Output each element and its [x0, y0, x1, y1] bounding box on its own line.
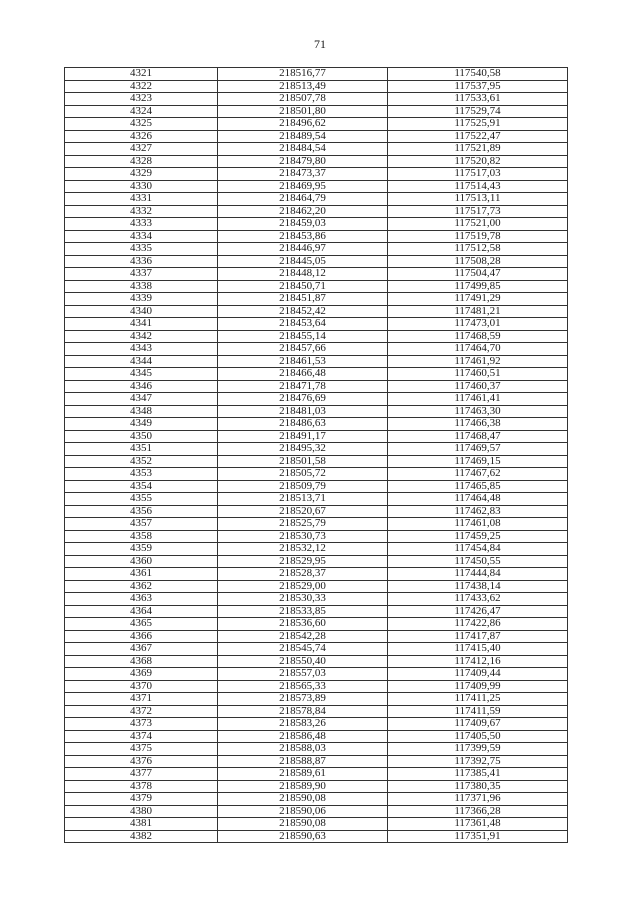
table-row: [65, 818, 568, 831]
table-row: [65, 693, 568, 706]
point-number-cell: 4380: [65, 805, 218, 818]
y-coordinate-cell: 117422,86: [388, 618, 568, 631]
y-coordinate-cell: 117540,58: [388, 68, 568, 81]
x-coordinate-cell: 218484,54: [218, 143, 388, 156]
table-row: [65, 680, 568, 693]
x-coordinate-cell: 218476,69: [218, 393, 388, 406]
y-coordinate-cell: 117473,01: [388, 318, 568, 331]
table-row: [65, 330, 568, 343]
x-coordinate-cell: 218533,85: [218, 605, 388, 618]
y-coordinate-cell: 117450,55: [388, 555, 568, 568]
point-number-cell: 4354: [65, 480, 218, 493]
point-number-cell: 4346: [65, 380, 218, 393]
x-coordinate-cell: 218448,12: [218, 268, 388, 281]
table-row: [65, 518, 568, 531]
y-coordinate-cell: 117461,41: [388, 393, 568, 406]
y-coordinate-cell: 117512,58: [388, 243, 568, 256]
x-coordinate-cell: 218530,73: [218, 530, 388, 543]
point-number-cell: 4324: [65, 105, 218, 118]
y-coordinate-cell: 117521,00: [388, 218, 568, 231]
x-coordinate-cell: 218565,33: [218, 680, 388, 693]
table-row: [65, 305, 568, 318]
y-coordinate-cell: 117468,59: [388, 330, 568, 343]
point-number-cell: 4341: [65, 318, 218, 331]
point-number-cell: 4367: [65, 643, 218, 656]
table-row: [65, 630, 568, 643]
x-coordinate-cell: 218464,79: [218, 193, 388, 206]
x-coordinate-cell: 218520,67: [218, 505, 388, 518]
x-coordinate-cell: 218589,90: [218, 780, 388, 793]
x-coordinate-cell: 218446,97: [218, 243, 388, 256]
point-number-cell: 4325: [65, 118, 218, 131]
coordinates-table: [64, 67, 568, 843]
page-number: 71: [314, 37, 326, 51]
y-coordinate-cell: 117513,11: [388, 193, 568, 206]
point-number-cell: 4349: [65, 418, 218, 431]
table-row: [65, 318, 568, 331]
table-row: [65, 293, 568, 306]
y-coordinate-cell: 117460,51: [388, 368, 568, 381]
x-coordinate-cell: 218557,03: [218, 668, 388, 681]
y-coordinate-cell: 117411,59: [388, 705, 568, 718]
y-coordinate-cell: 117412,16: [388, 655, 568, 668]
x-coordinate-cell: 218590,06: [218, 805, 388, 818]
point-number-cell: 4328: [65, 155, 218, 168]
x-coordinate-cell: 218542,28: [218, 630, 388, 643]
x-coordinate-cell: 218573,89: [218, 693, 388, 706]
table-row: [65, 105, 568, 118]
table-row: [65, 643, 568, 656]
x-coordinate-cell: 218479,80: [218, 155, 388, 168]
table-row: [65, 805, 568, 818]
point-number-cell: 4379: [65, 793, 218, 806]
y-coordinate-cell: 117468,47: [388, 430, 568, 443]
y-coordinate-cell: 117491,29: [388, 293, 568, 306]
point-number-cell: 4361: [65, 568, 218, 581]
table-row: [65, 205, 568, 218]
table-row: [65, 568, 568, 581]
x-coordinate-cell: 218588,03: [218, 743, 388, 756]
x-coordinate-cell: 218509,79: [218, 480, 388, 493]
x-coordinate-cell: 218588,87: [218, 755, 388, 768]
x-coordinate-cell: 218501,80: [218, 105, 388, 118]
x-coordinate-cell: 218516,77: [218, 68, 388, 81]
y-coordinate-cell: 117463,30: [388, 405, 568, 418]
x-coordinate-cell: 218532,12: [218, 543, 388, 556]
point-number-cell: 4366: [65, 630, 218, 643]
table-row: [65, 68, 568, 81]
point-number-cell: 4343: [65, 343, 218, 356]
y-coordinate-cell: 117469,15: [388, 455, 568, 468]
x-coordinate-cell: 218513,71: [218, 493, 388, 506]
x-coordinate-cell: 218455,14: [218, 330, 388, 343]
table-row: [65, 155, 568, 168]
table-row: [65, 268, 568, 281]
table-row: [65, 793, 568, 806]
y-coordinate-cell: 117520,82: [388, 155, 568, 168]
y-coordinate-cell: 117464,48: [388, 493, 568, 506]
table-row: [65, 530, 568, 543]
y-coordinate-cell: 117444,84: [388, 568, 568, 581]
y-coordinate-cell: 117499,85: [388, 280, 568, 293]
point-number-cell: 4382: [65, 830, 218, 843]
x-coordinate-cell: 218453,64: [218, 318, 388, 331]
y-coordinate-cell: 117415,40: [388, 643, 568, 656]
y-coordinate-cell: 117504,47: [388, 268, 568, 281]
table-row: [65, 830, 568, 843]
table-body: [65, 68, 568, 843]
x-coordinate-cell: 218481,03: [218, 405, 388, 418]
table-row: [65, 618, 568, 631]
table-row: [65, 418, 568, 431]
x-coordinate-cell: 218586,48: [218, 730, 388, 743]
table-row: [65, 130, 568, 143]
point-number-cell: 4323: [65, 93, 218, 106]
x-coordinate-cell: 218501,58: [218, 455, 388, 468]
table-row: [65, 118, 568, 131]
y-coordinate-cell: 117380,35: [388, 780, 568, 793]
x-coordinate-cell: 218590,08: [218, 818, 388, 831]
point-number-cell: 4381: [65, 818, 218, 831]
y-coordinate-cell: 117514,43: [388, 180, 568, 193]
table-row: [65, 355, 568, 368]
x-coordinate-cell: 218578,84: [218, 705, 388, 718]
table-row: [65, 93, 568, 106]
x-coordinate-cell: 218469,95: [218, 180, 388, 193]
point-number-cell: 4331: [65, 193, 218, 206]
table-row: [65, 343, 568, 356]
point-number-cell: 4329: [65, 168, 218, 181]
y-coordinate-cell: 117465,85: [388, 480, 568, 493]
point-number-cell: 4352: [65, 455, 218, 468]
x-coordinate-cell: 218471,78: [218, 380, 388, 393]
y-coordinate-cell: 117438,14: [388, 580, 568, 593]
table-row: [65, 393, 568, 406]
x-coordinate-cell: 218462,20: [218, 205, 388, 218]
point-number-cell: 4337: [65, 268, 218, 281]
table-row: [65, 443, 568, 456]
table-row: [65, 455, 568, 468]
point-number-cell: 4338: [65, 280, 218, 293]
y-coordinate-cell: 117433,62: [388, 593, 568, 606]
point-number-cell: 4378: [65, 780, 218, 793]
table-row: [65, 468, 568, 481]
point-number-cell: 4374: [65, 730, 218, 743]
point-number-cell: 4371: [65, 693, 218, 706]
point-number-cell: 4332: [65, 205, 218, 218]
point-number-cell: 4370: [65, 680, 218, 693]
x-coordinate-cell: 218550,40: [218, 655, 388, 668]
point-number-cell: 4364: [65, 605, 218, 618]
point-number-cell: 4355: [65, 493, 218, 506]
point-number-cell: 4372: [65, 705, 218, 718]
x-coordinate-cell: 218513,49: [218, 80, 388, 93]
x-coordinate-cell: 218473,37: [218, 168, 388, 181]
y-coordinate-cell: 117461,08: [388, 518, 568, 531]
table-row: [65, 193, 568, 206]
point-number-cell: 4339: [65, 293, 218, 306]
y-coordinate-cell: 117361,48: [388, 818, 568, 831]
x-coordinate-cell: 218459,03: [218, 218, 388, 231]
table-row: [65, 180, 568, 193]
y-coordinate-cell: 117409,67: [388, 718, 568, 731]
x-coordinate-cell: 218489,54: [218, 130, 388, 143]
x-coordinate-cell: 218525,79: [218, 518, 388, 531]
x-coordinate-cell: 218589,61: [218, 768, 388, 781]
y-coordinate-cell: 117411,25: [388, 693, 568, 706]
table-row: [65, 705, 568, 718]
y-coordinate-cell: 117399,59: [388, 743, 568, 756]
table-row: [65, 480, 568, 493]
x-coordinate-cell: 218528,37: [218, 568, 388, 581]
point-number-cell: 4340: [65, 305, 218, 318]
point-number-cell: 4344: [65, 355, 218, 368]
table-row: [65, 668, 568, 681]
y-coordinate-cell: 117508,28: [388, 255, 568, 268]
point-number-cell: 4322: [65, 80, 218, 93]
x-coordinate-cell: 218457,66: [218, 343, 388, 356]
x-coordinate-cell: 218451,87: [218, 293, 388, 306]
y-coordinate-cell: 117519,78: [388, 230, 568, 243]
y-coordinate-cell: 117426,47: [388, 605, 568, 618]
point-number-cell: 4348: [65, 405, 218, 418]
x-coordinate-cell: 218461,53: [218, 355, 388, 368]
table-row: [65, 730, 568, 743]
x-coordinate-cell: 218545,74: [218, 643, 388, 656]
y-coordinate-cell: 117522,47: [388, 130, 568, 143]
x-coordinate-cell: 218453,86: [218, 230, 388, 243]
table-row: [65, 230, 568, 243]
point-number-cell: 4335: [65, 243, 218, 256]
table-row: [65, 580, 568, 593]
y-coordinate-cell: 117460,37: [388, 380, 568, 393]
table-row: [65, 768, 568, 781]
point-number-cell: 4360: [65, 555, 218, 568]
point-number-cell: 4326: [65, 130, 218, 143]
y-coordinate-cell: 117371,96: [388, 793, 568, 806]
y-coordinate-cell: 117454,84: [388, 543, 568, 556]
point-number-cell: 4321: [65, 68, 218, 81]
y-coordinate-cell: 117464,70: [388, 343, 568, 356]
y-coordinate-cell: 117405,50: [388, 730, 568, 743]
x-coordinate-cell: 218466,48: [218, 368, 388, 381]
table-row: [65, 255, 568, 268]
point-number-cell: 4345: [65, 368, 218, 381]
x-coordinate-cell: 218536,60: [218, 618, 388, 631]
x-coordinate-cell: 218590,08: [218, 793, 388, 806]
table-row: [65, 555, 568, 568]
x-coordinate-cell: 218530,33: [218, 593, 388, 606]
table-row: [65, 493, 568, 506]
point-number-cell: 4365: [65, 618, 218, 631]
table-row: [65, 168, 568, 181]
table-row: [65, 430, 568, 443]
point-number-cell: 4373: [65, 718, 218, 731]
y-coordinate-cell: 117392,75: [388, 755, 568, 768]
point-number-cell: 4358: [65, 530, 218, 543]
y-coordinate-cell: 117517,73: [388, 205, 568, 218]
x-coordinate-cell: 218529,95: [218, 555, 388, 568]
point-number-cell: 4359: [65, 543, 218, 556]
point-number-cell: 4368: [65, 655, 218, 668]
x-coordinate-cell: 218486,63: [218, 418, 388, 431]
x-coordinate-cell: 218507,78: [218, 93, 388, 106]
table-row: [65, 718, 568, 731]
point-number-cell: 4330: [65, 180, 218, 193]
y-coordinate-cell: 117459,25: [388, 530, 568, 543]
x-coordinate-cell: 218505,72: [218, 468, 388, 481]
y-coordinate-cell: 117409,44: [388, 668, 568, 681]
x-coordinate-cell: 218495,32: [218, 443, 388, 456]
point-number-cell: 4357: [65, 518, 218, 531]
table-row: [65, 143, 568, 156]
y-coordinate-cell: 117351,91: [388, 830, 568, 843]
x-coordinate-cell: 218450,71: [218, 280, 388, 293]
x-coordinate-cell: 218445,05: [218, 255, 388, 268]
point-number-cell: 4327: [65, 143, 218, 156]
point-number-cell: 4347: [65, 393, 218, 406]
table-row: [65, 780, 568, 793]
y-coordinate-cell: 117385,41: [388, 768, 568, 781]
y-coordinate-cell: 117462,83: [388, 505, 568, 518]
y-coordinate-cell: 117537,95: [388, 80, 568, 93]
point-number-cell: 4336: [65, 255, 218, 268]
y-coordinate-cell: 117461,92: [388, 355, 568, 368]
table-row: [65, 243, 568, 256]
y-coordinate-cell: 117366,28: [388, 805, 568, 818]
point-number-cell: 4375: [65, 743, 218, 756]
table-row: [65, 218, 568, 231]
table-row: [65, 543, 568, 556]
table-row: [65, 405, 568, 418]
y-coordinate-cell: 117533,61: [388, 93, 568, 106]
point-number-cell: 4334: [65, 230, 218, 243]
point-number-cell: 4333: [65, 218, 218, 231]
x-coordinate-cell: 218583,26: [218, 718, 388, 731]
x-coordinate-cell: 218590,63: [218, 830, 388, 843]
point-number-cell: 4342: [65, 330, 218, 343]
point-number-cell: 4362: [65, 580, 218, 593]
y-coordinate-cell: 117409,99: [388, 680, 568, 693]
table-row: [65, 755, 568, 768]
table-row: [65, 605, 568, 618]
y-coordinate-cell: 117517,03: [388, 168, 568, 181]
table-row: [65, 505, 568, 518]
point-number-cell: 4377: [65, 768, 218, 781]
x-coordinate-cell: 218529,00: [218, 580, 388, 593]
point-number-cell: 4350: [65, 430, 218, 443]
point-number-cell: 4376: [65, 755, 218, 768]
point-number-cell: 4351: [65, 443, 218, 456]
point-number-cell: 4356: [65, 505, 218, 518]
y-coordinate-cell: 117417,87: [388, 630, 568, 643]
y-coordinate-cell: 117525,91: [388, 118, 568, 131]
y-coordinate-cell: 117521,89: [388, 143, 568, 156]
table-row: [65, 368, 568, 381]
x-coordinate-cell: 218491,17: [218, 430, 388, 443]
point-number-cell: 4363: [65, 593, 218, 606]
y-coordinate-cell: 117467,62: [388, 468, 568, 481]
point-number-cell: 4353: [65, 468, 218, 481]
y-coordinate-cell: 117481,21: [388, 305, 568, 318]
table-row: [65, 380, 568, 393]
point-number-cell: 4369: [65, 668, 218, 681]
table-row: [65, 280, 568, 293]
table-row: [65, 80, 568, 93]
y-coordinate-cell: 117466,38: [388, 418, 568, 431]
y-coordinate-cell: 117529,74: [388, 105, 568, 118]
y-coordinate-cell: 117469,57: [388, 443, 568, 456]
table-row: [65, 743, 568, 756]
table-row: [65, 655, 568, 668]
table-row: [65, 593, 568, 606]
x-coordinate-cell: 218452,42: [218, 305, 388, 318]
x-coordinate-cell: 218496,62: [218, 118, 388, 131]
